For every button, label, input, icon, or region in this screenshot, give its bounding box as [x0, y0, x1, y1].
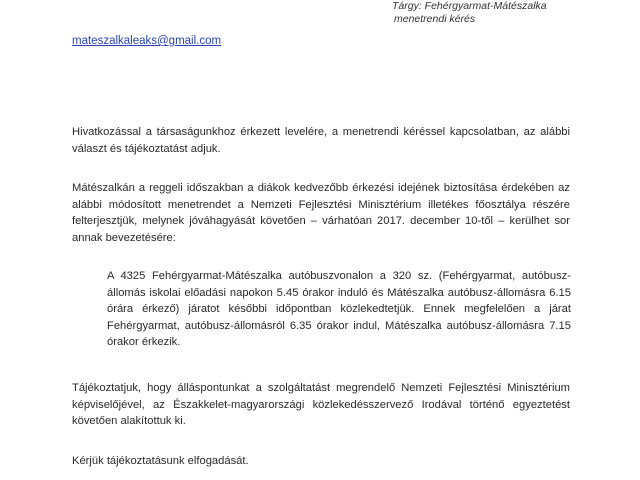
subject-line: Tárgy: Fehérgyarmat-Mátészalka	[392, 0, 547, 12]
paragraph-schedule-change: Mátészalkán a reggeli időszakban a diákok kedvezőbb érkezési idejének biztosítása érdekében az alábbi módosított menetrendet a Nemzeti Fejlesztési Minisztérium illetékes főosztálya részére felterjesztjük, melynek jóváhagyását követően – várhatóan 2017. december 10-től – kerülhet sor annak bevezetésére:	[72, 182, 570, 244]
paragraph-closing: Kérjük tájékoztatásunk elfogadását.	[72, 455, 249, 467]
recipient-email-link[interactable]: mateszalkaleaks@gmail.com	[72, 35, 222, 47]
subject-block	[392, 0, 547, 26]
paragraph-coordination: Tájékoztatjuk, hogy álláspontunkat a szolgáltatást megrendelő Nemzeti Fejlesztési Minisztérium képviselőjével, az Északkelet-magyarországi közlekedésszervező Irodával történő egyeztetést követően alakítottuk ki.	[72, 382, 570, 427]
subject-line-continued: menetrendi kérés	[394, 13, 476, 25]
paragraph-intro: Hivatkozással a társaságunkhoz érkezett levelére, a menetrendi kéréssel kapcsolatban, az alábbi választ és tájékoztatást adjuk.	[72, 126, 570, 155]
paragraph-route-details: A 4325 Fehérgyarmat-Mátészalka autóbuszvonalon a 320 sz. (Fehérgyarmat, autóbusz-állomás iskolai előadási napokon 5.45 órakor induló és Mátészalka autóbusz-állomásra 6.15 órára érkező) járatot későbbi időpontban közlekedtetjük. Ennek megfelelően a járat Fehérgyarmat, autóbusz-állomásról 6.35 órakor indul, Mátészalka autóbusz-állomásra 7.15 órakor érkezik.	[107, 270, 571, 348]
